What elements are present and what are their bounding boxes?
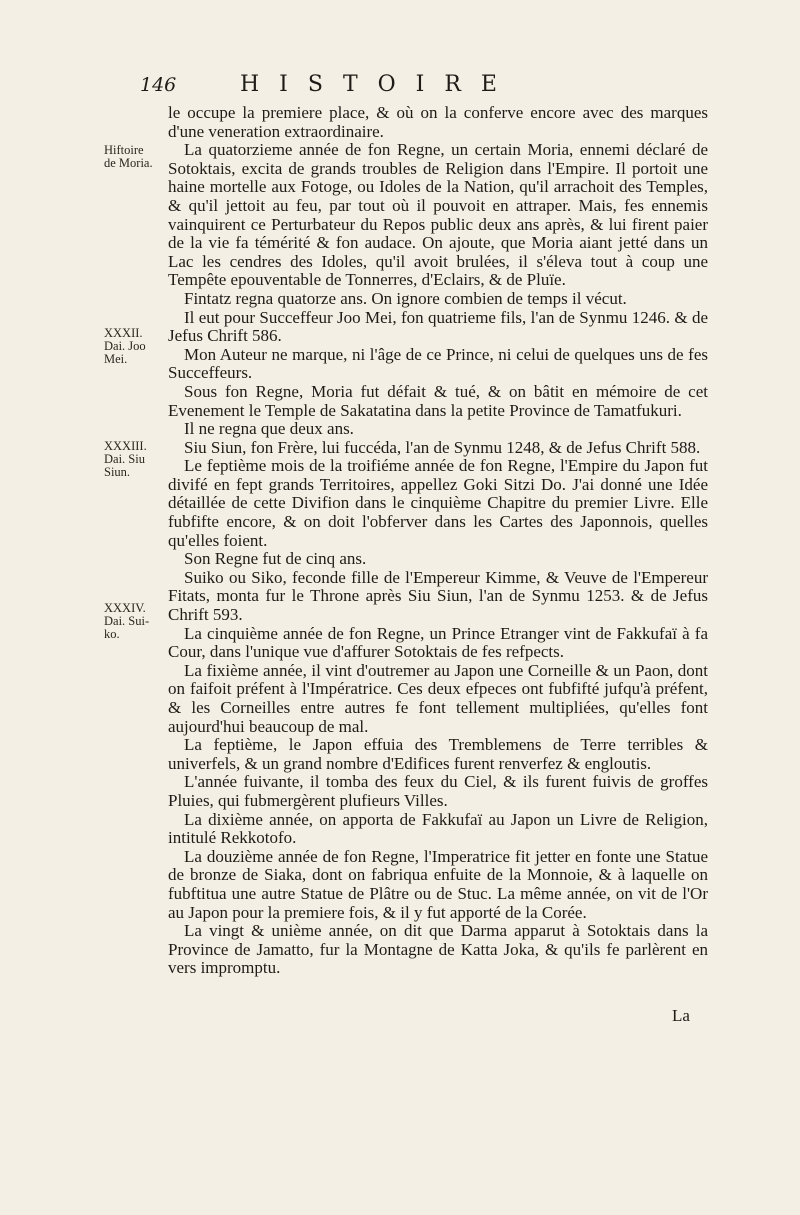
paragraph: Suiko ou Siko, feconde fille de l'Empereur Kimme, & Veuve de l'Empereur Fitats, monta fur le Throne après Siu Siun, l'an de Synmu 1253. & de Jefus Chrift 593. xyxy=(168,567,708,625)
paragraph: Il ne regna que deux ans. xyxy=(184,419,354,439)
page-number: 146 xyxy=(140,74,177,96)
margin-note-line: Dai. Sui- xyxy=(104,614,150,628)
body-text xyxy=(168,104,708,978)
margin-note-line: Siun. xyxy=(104,465,131,479)
margin-note-xxxiii xyxy=(104,440,162,479)
paragraph: Fintatz regna quatorze ans. On ignore combien de temps il vécut. xyxy=(184,288,627,308)
paragraph: Son Regne fut de cinq ans. xyxy=(184,549,367,569)
catchword: La xyxy=(672,1006,690,1025)
paragraph: Mon Auteur ne marque, ni l'âge de ce Prince, ni celui de quelques uns de fes Succeffeurs. xyxy=(168,344,708,383)
paragraph: La fixième année, il vint d'outremer au Japon une Corneille & un Paon, dont on faifoit préfent à l'Impératrice. Ces deux efpeces ont fubfifté jufqu'à préfent, & les Corneilles entre autres fe font tellement multipliées, qu'elles font aujourd'hui beaucoup de mal. xyxy=(168,660,708,736)
paragraph: Le feptième mois de la troifiéme année de fon Regne, l'Empire du Japon fut divifé en fept grands Territoires, appellez Goki Sitzi Do. J'ai donné une Idée détaillée de cette Divifion dans le cinquième Chapitre du premier Livre. Elle fubfifte encore, & on doit l'obferver dans les Cartes des Japonnois, quelles qu'elles foient. xyxy=(168,456,708,550)
paragraph: Il eut pour Succeffeur Joo Mei, fon quatrieme fils, l'an de Synmu 1246. & de Jefus Chrift 586. xyxy=(168,307,708,346)
paragraph: Sous fon Regne, Moria fut défait & tué, & on bâtit en mémoire de cet Evenement le Temple de Sakatatina dans la petite Province de Tamatfukuri. xyxy=(168,381,708,420)
paragraph: Siu Siun, fon Frère, lui fuccéda, l'an de Synmu 1248, & de Jefus Chrift 588. xyxy=(184,437,701,457)
margin-note-line: XXXIII. xyxy=(104,439,147,453)
margin-note-line: ko. xyxy=(104,627,120,641)
margin-note-line: Hiftoire xyxy=(104,143,144,157)
paragraph: La dixième année, on apporta de Fakkufaï au Japon un Livre de Religion, intitulé Rekkotofo. xyxy=(168,809,708,848)
margin-note-line: XXXIV. xyxy=(104,601,146,615)
page-header xyxy=(140,72,700,102)
margin-note-xxxii xyxy=(104,327,162,366)
margin-note-xxxiv xyxy=(104,602,162,641)
paragraph: L'année fuivante, il tomba des feux du Ciel, & ils furent fuivis de groffes Pluies, qui fubmergèrent plufieurs Villes. xyxy=(168,772,708,810)
paragraph: La feptième, le Japon effuia des Tremblemens de Terre terribles & univerfels, & un grand nombre d'Edifices furent renverfez & engloutis. xyxy=(168,735,708,773)
paragraph: le occupe la premiere place, & où on la conferve encore avec des marques d'une veneration extraordinaire. xyxy=(168,103,708,141)
paragraph: La quatorzieme année de fon Regne, un certain Moria, ennemi déclaré de Sotoktais, excita de grands troubles de Religion dans l'Empire. Il portoit une haine mortelle aux Fotoge, ou Idoles de la Nation, qu'il arrachoit des Temples, & qu'il jettoit au feu, par tout où il pouvoit en attraper. Mais, fes ennemis vainquirent ce Perturbateur du Repos public deux ans après, & lui firent paier de la vie fa témérité & fon audace. On ajoute, que Moria aiant jetté dans un Lac les cendres des Idoles, qu'il avoit brulées, il s'éleva tout à coup une Tempête epouventable de Tonnerres, d'Eclairs, & de Pluïe. xyxy=(168,140,708,290)
margin-note-moria xyxy=(104,144,162,170)
paragraph: La cinquième année de fon Regne, un Prince Etranger vint de Fakkufaï à fa Cour, dans l'unique vue d'affurer Sotoktais de fes refpects. xyxy=(168,623,708,662)
paragraph: La douzième année de fon Regne, l'Imperatrice fit jetter en fonte une Statue de bronze de Siaka, dont on fabriqua enfuite de la Monnoie, & à laquelle on fubftitua une autre Statue de Plâtre ou de Stuc. La même année, on vit de l'Or au Japon pour la premiere fois, & il y fut apporté de la Corée. xyxy=(168,846,708,922)
margin-note-line: Dai. Joo xyxy=(104,339,146,353)
margin-note-line: Dai. Siu xyxy=(104,452,145,466)
margin-note-line: Mei. xyxy=(104,352,128,366)
margin-note-line: de Moria. xyxy=(104,156,153,170)
paragraph: La vingt & unième année, on dit que Darma apparut à Sotoktais dans la Province de Jamatto, fur la Montagne de Katta Joka, & qu'ils fe parlèrent en vers impromptu. xyxy=(168,921,708,978)
running-title: HISTOIRE xyxy=(240,72,517,97)
margin-note-line: XXXII. xyxy=(104,326,143,340)
